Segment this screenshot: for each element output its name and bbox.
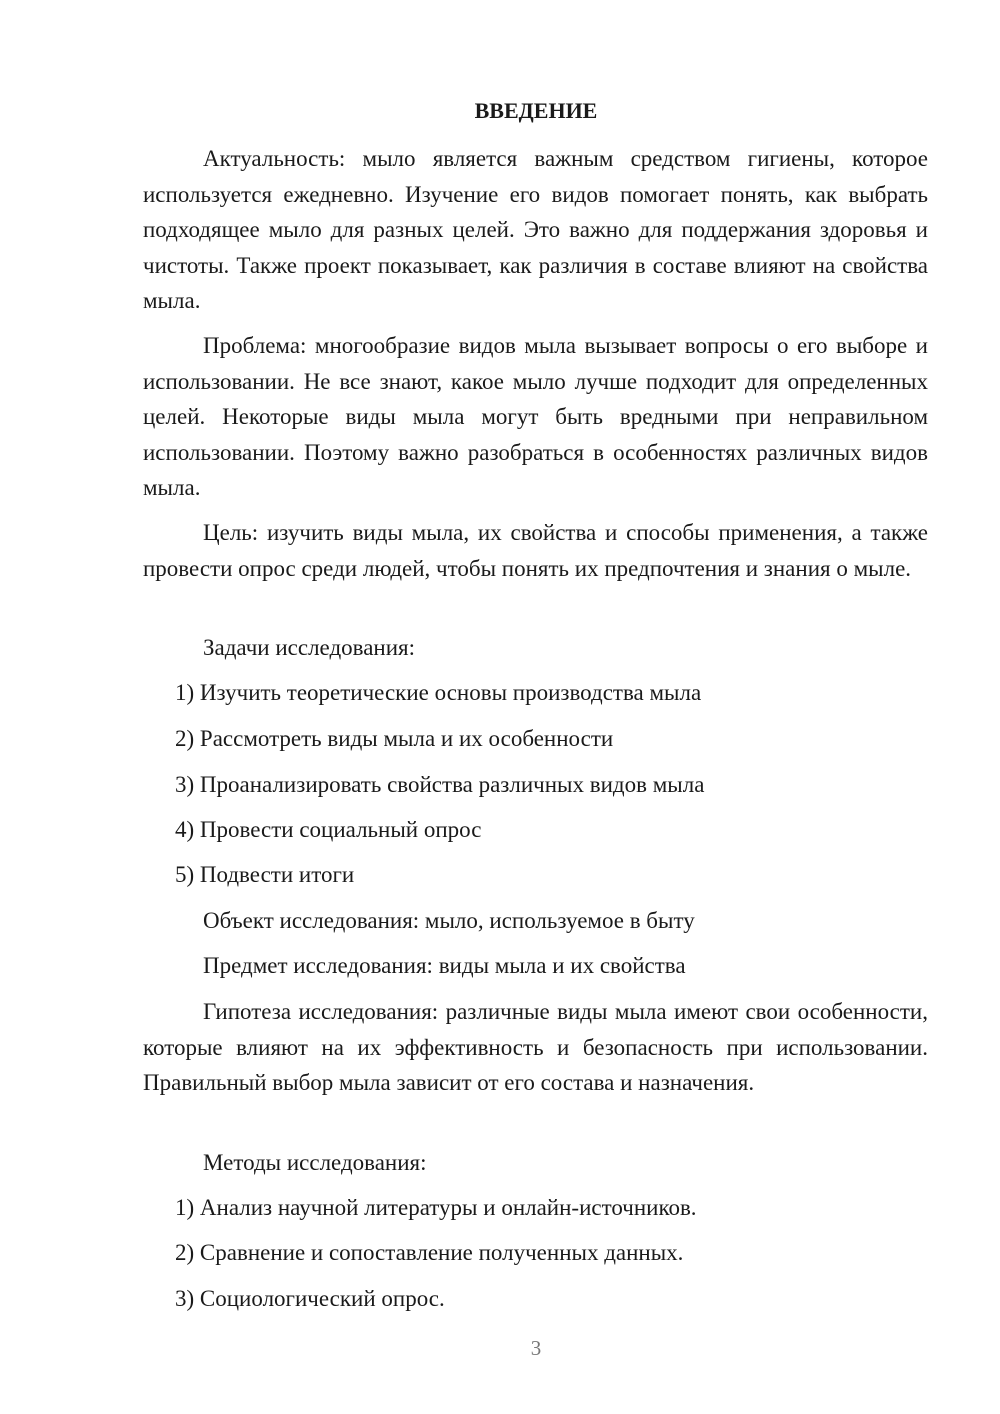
task-item: 3) Проанализировать свойства различных видов мыла [175,772,705,797]
task-item: 2) Рассмотреть виды мыла и их особенности [175,726,614,751]
methods-heading: Методы исследования: [203,1150,427,1175]
task-item: 4) Провести социальный опрос [175,817,482,842]
object-line: Объект исследования: мыло, используемое в быту [203,908,695,933]
page-title: ВВЕДЕНИЕ [474,98,598,123]
task-item: 5) Подвести итоги [175,862,355,887]
goal-paragraph: Цель: изучить виды мыла, их свойства и способы применения, а также провести опрос среди людей, чтобы понять их предпочтения и знания о мыле. [143,520,928,581]
subject-line: Предмет исследования: виды мыла и их свойства [203,953,686,978]
method-item: 3) Социологический опрос. [175,1286,445,1311]
relevance-paragraph: Актуальность: мыло является важным средством гигиены, которое используется ежедневно. Изучение его видов помогает понять, как выбрать подходящее мыло для разных целей. Это важно для поддержания здоровья и чистоты. Также проект показывает, как различия в составе влияют на свойства мыла. [143,146,928,313]
task-item: 1) Изучить теоретические основы производства мыла [175,680,702,705]
tasks-heading: Задачи исследования: [203,635,416,660]
hypothesis-paragraph: Гипотеза исследования: различные виды мыла имеют свои особенности, которые влияют на их эффективность и безопасность при использовании. Правильный выбор мыла зависит от его состава и назначения. [143,999,928,1095]
method-item: 2) Сравнение и сопоставление полученных данных. [175,1240,684,1265]
problem-paragraph: Проблема: многообразие видов мыла вызывает вопросы о его выборе и использовании. Не все знают, какое мыло лучше подходит для определенных целей. Некоторые виды мыла могут быть вредными при неправильном использовании. Поэтому важно разобраться в особенностях различных видов мыла. [143,333,928,500]
method-item: 1) Анализ научной литературы и онлайн-источников. [175,1195,697,1220]
page-number: 3 [530,1336,542,1360]
